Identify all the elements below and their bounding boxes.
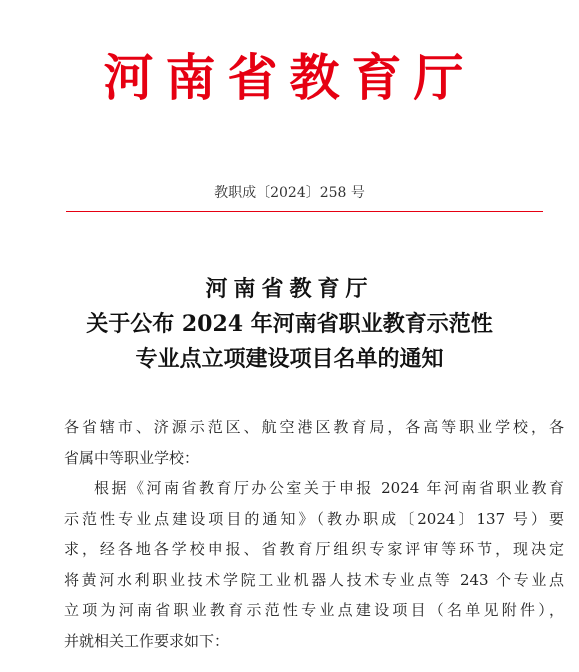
notice-title-line-1: 河南省教育厅 [205,276,374,302]
paragraph-line-6: 并就相关工作要求如下： [64,631,230,650]
notice-title-line-2: 关于公布 2024 年河南省职业教育示范性 [86,311,493,337]
paragraph-line-1: 根据《河南省教育厅办公室关于申报 2024 年河南省职业教育 [94,479,564,497]
paragraph-line-5: 立项为河南省职业教育示范性专业点建设项目（名单见附件）， [64,601,564,619]
recipients-line-1: 各省辖市、济源示范区、航空港区教育局，各高等职业学校，各 [64,418,564,436]
paragraph-line-3: 求，经各地各学校申报、省教育厅组织专家评审等环节，现决定 [64,540,564,558]
notice-body [64,412,564,656]
recipients-line-2: 省属中等职业学校： [64,448,200,467]
notice-title-line-3: 专业点立项建设项目名单的通知 [135,346,444,372]
red-divider [66,211,543,212]
paragraph-line-4: 将黄河水利职业技术学院工业机器人技术专业点等 243 个专业点 [64,570,564,589]
issuer-header: 河南省教育厅 [103,48,476,107]
paragraph-line-2: 示范性专业点建设项目的通知》（教办职成〔2024〕137 号）要 [64,509,564,528]
document-number: 教职成〔2024〕258 号 [214,185,365,201]
